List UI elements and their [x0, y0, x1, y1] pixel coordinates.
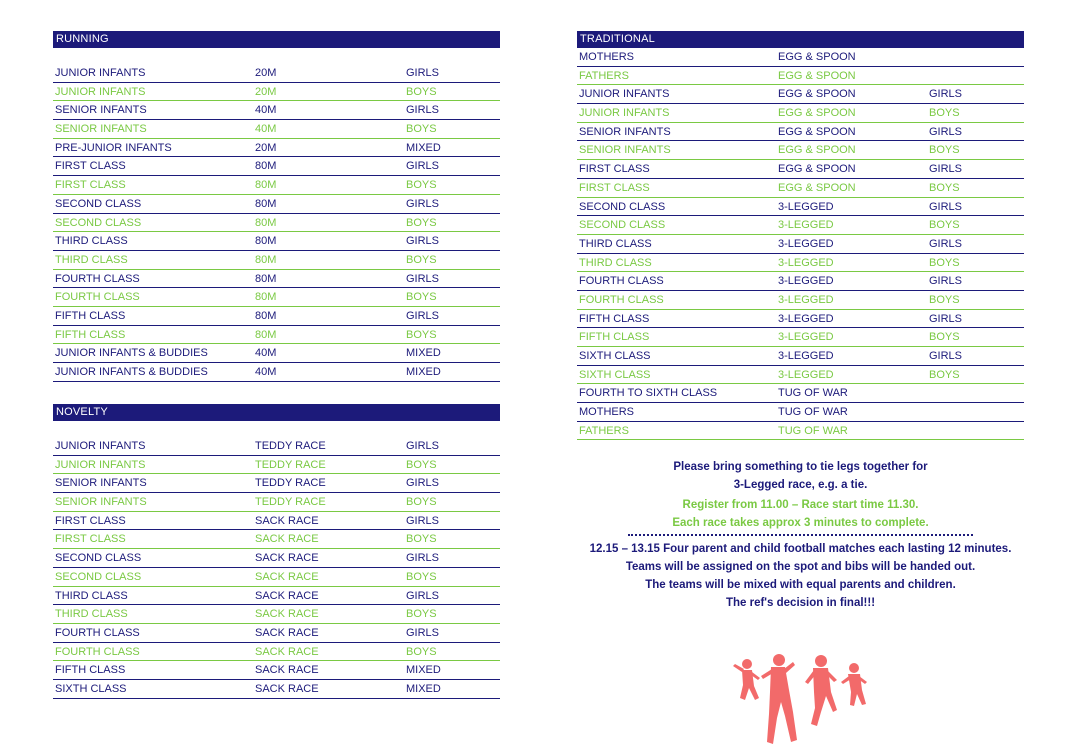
event-cell: 40M — [255, 123, 277, 136]
table-row — [577, 160, 1024, 179]
group-cell: GIRLS — [929, 163, 963, 176]
group-cell: GIRLS — [406, 67, 440, 79]
table-row — [577, 123, 1024, 142]
class-cell: THIRD CLASS — [579, 256, 652, 269]
register-note: Register from 11.00 – Race start time 11.30. — [682, 499, 919, 511]
class-cell: FIRST CLASS — [579, 181, 650, 194]
group-cell: BOYS — [929, 368, 960, 381]
group-cell: BOYS — [406, 179, 437, 192]
table-row — [577, 198, 1024, 217]
table-row — [577, 85, 1024, 104]
group-cell: BOYS — [406, 123, 437, 136]
event-cell: 80M — [255, 309, 277, 322]
class-cell: SIXTH CLASS — [579, 368, 651, 381]
group-cell: GIRLS — [406, 440, 440, 452]
table-row — [53, 251, 500, 270]
event-cell: EGG & SPOON — [778, 69, 856, 82]
event-cell: SACK RACE — [255, 533, 319, 546]
table-row — [577, 366, 1024, 385]
group-cell: GIRLS — [929, 350, 963, 362]
class-cell: THIRD CLASS — [55, 608, 128, 621]
class-cell: JUNIOR INFANTS — [579, 107, 670, 120]
running-children-icon — [733, 652, 868, 747]
event-cell: TEDDY RACE — [255, 458, 326, 471]
event-cell: 20M — [255, 85, 277, 98]
event-cell: TUG OF WAR — [778, 424, 848, 437]
table-row — [577, 328, 1024, 347]
class-cell: MOTHERS — [579, 51, 634, 63]
class-cell: JUNIOR INFANTS — [579, 88, 670, 101]
event-cell: EGG & SPOON — [778, 88, 856, 101]
class-cell: THIRD CLASS — [55, 589, 128, 602]
event-cell: 80M — [255, 179, 277, 192]
table-row — [577, 141, 1024, 160]
event-cell: 3-LEGGED — [778, 256, 834, 269]
event-cell: 3-LEGGED — [778, 275, 834, 288]
class-cell: FOURTH CLASS — [55, 272, 140, 285]
event-cell: 3-LEGGED — [778, 331, 834, 344]
class-cell: JUNIOR INFANTS — [55, 85, 146, 98]
class-cell: FOURTH TO SIXTH CLASS — [579, 387, 718, 400]
table-row — [53, 512, 500, 531]
table-row — [53, 120, 500, 139]
table-row — [577, 403, 1024, 422]
group-cell: GIRLS — [929, 200, 963, 213]
table-row — [577, 235, 1024, 254]
football-note-line4: The ref's decision in final!!! — [725, 597, 876, 609]
group-cell: GIRLS — [406, 197, 440, 210]
group-cell: BOYS — [406, 85, 437, 98]
class-cell: FIFTH CLASS — [579, 331, 650, 344]
group-cell: GIRLS — [406, 477, 440, 490]
class-cell: SENIOR INFANTS — [55, 123, 147, 136]
event-cell: 80M — [255, 253, 277, 266]
table-row — [53, 643, 500, 662]
class-cell: FOURTH CLASS — [579, 275, 664, 288]
class-cell: SIXTH CLASS — [55, 682, 127, 695]
table-row — [53, 139, 500, 158]
table-row — [577, 254, 1024, 273]
class-cell: JUNIOR INFANTS — [55, 458, 146, 471]
runner-figure-4 — [841, 663, 867, 706]
event-cell: 3-LEGGED — [778, 219, 834, 232]
event-cell: 80M — [255, 328, 277, 341]
group-cell: BOYS — [406, 291, 437, 304]
class-cell: SENIOR INFANTS — [55, 496, 147, 509]
group-cell: GIRLS — [406, 552, 440, 565]
event-cell: TEDDY RACE — [255, 440, 326, 452]
class-cell: THIRD CLASS — [55, 253, 128, 266]
class-cell: FOURTH CLASS — [55, 626, 140, 639]
group-cell: GIRLS — [929, 237, 963, 250]
group-cell: BOYS — [406, 533, 437, 546]
event-cell: SACK RACE — [255, 626, 319, 639]
table-row — [53, 568, 500, 587]
running-header: RUNNING — [53, 31, 500, 48]
group-cell: GIRLS — [929, 125, 963, 138]
table-row — [53, 288, 500, 307]
event-cell: EGG & SPOON — [778, 163, 856, 176]
running-rows — [53, 64, 500, 382]
table-row — [53, 549, 500, 568]
event-cell: SACK RACE — [255, 570, 319, 583]
novelty-header: NOVELTY — [53, 404, 500, 421]
class-cell: FOURTH CLASS — [55, 645, 140, 658]
group-cell: GIRLS — [406, 235, 440, 248]
traditional-table — [577, 31, 1024, 440]
traditional-header: TRADITIONAL — [577, 31, 1024, 48]
runner-figure-1 — [733, 659, 760, 700]
event-cell: 40M — [255, 347, 277, 360]
class-cell: SECOND CLASS — [579, 200, 666, 213]
novelty-rows — [53, 437, 500, 699]
table-row — [53, 624, 500, 643]
event-cell: 3-LEGGED — [778, 350, 834, 362]
group-cell: GIRLS — [406, 514, 440, 527]
group-cell: BOYS — [406, 328, 437, 341]
class-cell: FOURTH CLASS — [579, 293, 664, 306]
event-cell: 80M — [255, 216, 277, 229]
event-cell: 3-LEGGED — [778, 312, 834, 325]
table-row — [577, 216, 1024, 235]
class-cell: THIRD CLASS — [579, 237, 652, 250]
event-cell: EGG & SPOON — [778, 181, 856, 194]
class-cell: SECOND CLASS — [55, 197, 142, 210]
group-cell: BOYS — [929, 331, 960, 344]
class-cell: FIRST CLASS — [55, 514, 126, 527]
class-cell: FOURTH CLASS — [55, 291, 140, 304]
event-cell: SACK RACE — [255, 682, 319, 695]
class-cell: SECOND CLASS — [579, 219, 666, 232]
table-row — [53, 605, 500, 624]
event-cell: 20M — [255, 141, 277, 154]
event-cell: EGG & SPOON — [778, 144, 856, 157]
approx-note: Each race takes approx 3 minutes to complete. — [672, 517, 929, 529]
table-row — [53, 176, 500, 195]
group-cell: GIRLS — [929, 88, 963, 101]
football-note-line3: The teams will be mixed with equal parents and children. — [645, 579, 956, 591]
class-cell: FIFTH CLASS — [579, 312, 650, 325]
table-row — [577, 310, 1024, 329]
event-cell: 80M — [255, 235, 277, 248]
event-cell: TUG OF WAR — [778, 387, 848, 400]
table-row — [53, 437, 500, 456]
table-row — [53, 456, 500, 475]
table-row — [53, 680, 500, 699]
table-row — [53, 661, 500, 680]
table-row — [53, 157, 500, 176]
running-table — [53, 31, 500, 382]
class-cell: FATHERS — [579, 424, 629, 437]
table-row — [53, 232, 500, 251]
class-cell: FIFTH CLASS — [55, 328, 126, 341]
table-row — [53, 474, 500, 493]
group-cell: GIRLS — [406, 160, 440, 173]
class-cell: SENIOR INFANTS — [579, 125, 671, 138]
event-cell: SACK RACE — [255, 645, 319, 658]
class-cell: JUNIOR INFANTS & BUDDIES — [55, 347, 208, 360]
table-row — [53, 587, 500, 606]
table-row — [577, 347, 1024, 366]
class-cell: SIXTH CLASS — [579, 350, 651, 362]
event-cell: 80M — [255, 291, 277, 304]
class-cell: SECOND CLASS — [55, 552, 142, 565]
group-cell: BOYS — [406, 216, 437, 229]
event-cell: TUG OF WAR — [778, 406, 848, 419]
dotted-divider — [628, 534, 973, 536]
table-row — [577, 272, 1024, 291]
table-row — [53, 64, 500, 83]
group-cell: BOYS — [406, 458, 437, 471]
table-row — [53, 530, 500, 549]
group-cell: GIRLS — [406, 104, 440, 117]
group-cell: BOYS — [406, 253, 437, 266]
group-cell: BOYS — [929, 256, 960, 269]
class-cell: THIRD CLASS — [55, 235, 128, 248]
class-cell: FIFTH CLASS — [55, 309, 126, 322]
runner-figure-3 — [805, 655, 837, 726]
event-cell: EGG & SPOON — [778, 125, 856, 138]
table-row — [53, 344, 500, 363]
group-cell: GIRLS — [406, 309, 440, 322]
event-cell: SACK RACE — [255, 664, 319, 677]
traditional-rows — [577, 48, 1024, 440]
class-cell: SENIOR INFANTS — [579, 144, 671, 157]
event-cell: 40M — [255, 104, 277, 117]
table-row — [53, 493, 500, 512]
class-cell: SENIOR INFANTS — [55, 104, 147, 117]
group-cell: MIXED — [406, 682, 441, 695]
class-cell: FATHERS — [579, 69, 629, 82]
table-row — [53, 214, 500, 233]
event-cell: 3-LEGGED — [778, 368, 834, 381]
class-cell: SENIOR INFANTS — [55, 477, 147, 490]
group-cell: MIXED — [406, 366, 441, 378]
event-cell: 40M — [255, 366, 277, 378]
event-cell: 3-LEGGED — [778, 200, 834, 213]
football-note-line2: Teams will be assigned on the spot and bibs will be handed out. — [625, 561, 976, 573]
class-cell: PRE-JUNIOR INFANTS — [55, 141, 172, 154]
table-row — [577, 291, 1024, 310]
event-cell: EGG & SPOON — [778, 107, 856, 120]
group-cell: BOYS — [406, 496, 437, 509]
event-cell: SACK RACE — [255, 608, 319, 621]
group-cell: GIRLS — [929, 275, 963, 288]
table-row — [53, 307, 500, 326]
event-cell: 20M — [255, 67, 277, 79]
event-cell: 80M — [255, 272, 277, 285]
table-row — [53, 83, 500, 102]
group-cell: BOYS — [929, 144, 960, 157]
class-cell: FIFTH CLASS — [55, 664, 126, 677]
legs-note-line1: Please bring something to tie legs together for — [673, 461, 928, 473]
event-cell: SACK RACE — [255, 589, 319, 602]
class-cell: JUNIOR INFANTS & BUDDIES — [55, 366, 208, 378]
class-cell: JUNIOR INFANTS — [55, 440, 146, 452]
event-cell: TEDDY RACE — [255, 477, 326, 490]
event-notes — [577, 458, 1024, 612]
table-row — [53, 363, 500, 382]
event-cell: SACK RACE — [255, 552, 319, 565]
table-row — [53, 326, 500, 345]
group-cell: GIRLS — [406, 626, 440, 639]
table-row — [53, 270, 500, 289]
table-row — [577, 48, 1024, 67]
event-cell: 3-LEGGED — [778, 293, 834, 306]
group-cell: GIRLS — [929, 312, 963, 325]
class-cell: FIRST CLASS — [579, 163, 650, 176]
event-cell: 3-LEGGED — [778, 237, 834, 250]
event-cell: EGG & SPOON — [778, 51, 856, 63]
group-cell: GIRLS — [406, 589, 440, 602]
class-cell: FIRST CLASS — [55, 160, 126, 173]
table-row — [577, 104, 1024, 123]
event-cell: 80M — [255, 160, 277, 173]
table-row — [577, 67, 1024, 86]
group-cell: BOYS — [406, 608, 437, 621]
group-cell: MIXED — [406, 141, 441, 154]
class-cell: FIRST CLASS — [55, 533, 126, 546]
football-note-line1: 12.15 – 13.15 Four parent and child football matches each lasting 12 minutes. — [589, 543, 1012, 555]
runner-figure-2 — [761, 654, 797, 744]
table-row — [577, 384, 1024, 403]
group-cell: MIXED — [406, 347, 441, 360]
event-cell: 80M — [255, 197, 277, 210]
group-cell: BOYS — [406, 570, 437, 583]
group-cell: BOYS — [929, 107, 960, 120]
group-cell: BOYS — [929, 293, 960, 306]
table-row — [577, 179, 1024, 198]
group-cell: MIXED — [406, 664, 441, 677]
group-cell: BOYS — [406, 645, 437, 658]
legs-note-line2: 3-Legged race, e.g. a tie. — [733, 479, 868, 491]
class-cell: MOTHERS — [579, 406, 634, 419]
table-row — [53, 101, 500, 120]
table-row — [577, 422, 1024, 441]
table-row — [53, 195, 500, 214]
class-cell: SECOND CLASS — [55, 570, 142, 583]
class-cell: JUNIOR INFANTS — [55, 67, 146, 79]
event-cell: TEDDY RACE — [255, 496, 326, 509]
group-cell: BOYS — [929, 219, 960, 232]
class-cell: SECOND CLASS — [55, 216, 142, 229]
event-cell: SACK RACE — [255, 514, 319, 527]
group-cell: BOYS — [929, 181, 960, 194]
class-cell: FIRST CLASS — [55, 179, 126, 192]
group-cell: GIRLS — [406, 272, 440, 285]
novelty-table — [53, 404, 500, 699]
